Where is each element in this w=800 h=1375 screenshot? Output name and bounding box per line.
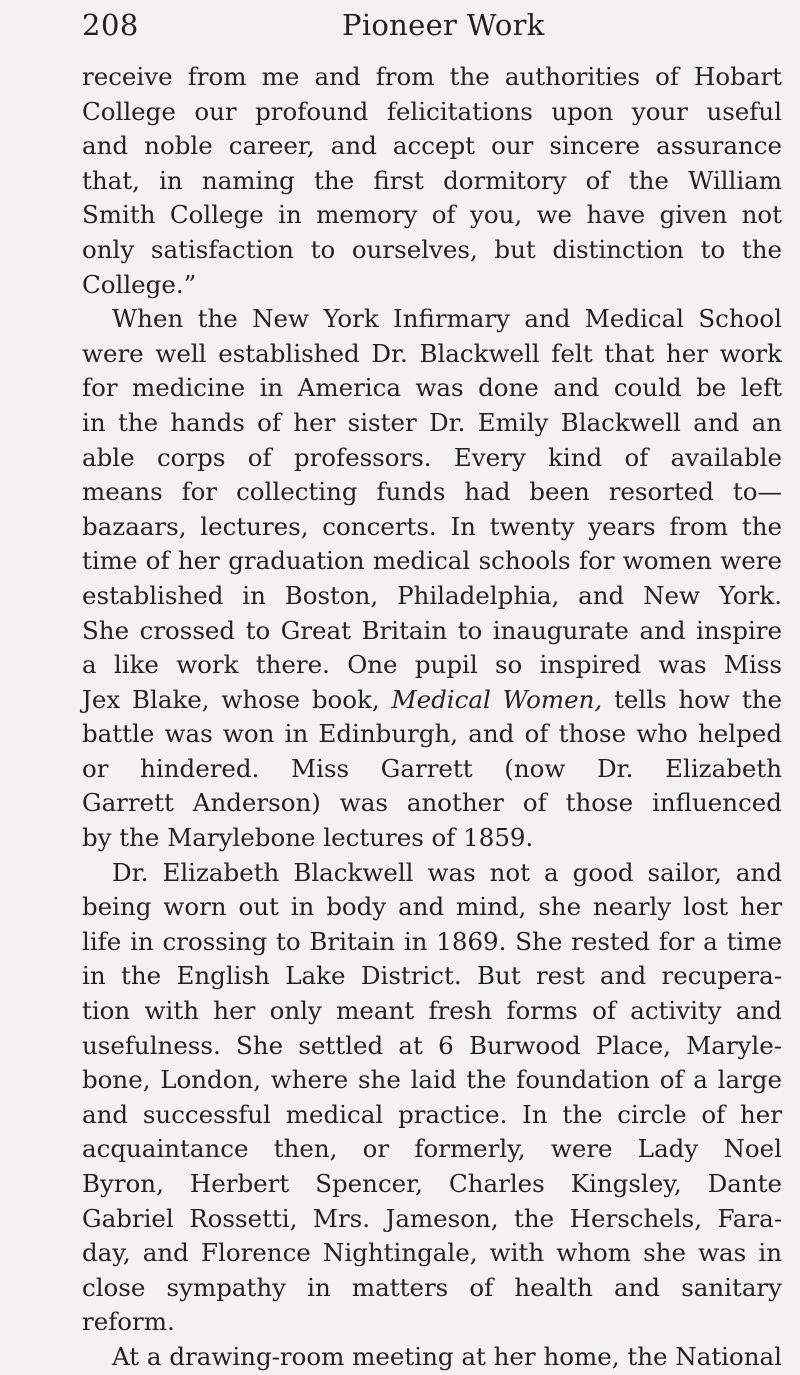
text-line: able corps of professors. Every kind of available — [82, 442, 782, 472]
text-line — [82, 683, 782, 718]
text-line: receive from me and from the authorities of Hobart — [82, 62, 782, 91]
text-line: Smith College in memory of you, we have given not — [82, 200, 782, 230]
text-line: that, in naming the first dormitory of the William — [82, 165, 782, 195]
page-number: 208 — [82, 8, 139, 42]
text-line: battle was won in Edinburgh, and of those who helped — [82, 719, 782, 749]
text-line: She crossed to Great Britain to inaugurate and inspire — [82, 615, 782, 645]
text-line: a like work there. One pupil so inspired was Miss — [82, 650, 782, 680]
text-line: bazaars, lectures, concerts. In twenty years from the — [82, 511, 782, 541]
text-line: life in crossing to Britain in 1869. She rested for a time — [82, 926, 782, 956]
text-line: College.” — [82, 269, 197, 299]
text-line: or hindered. Miss Garrett (now Dr. Elizabeth — [82, 753, 782, 783]
text-line: Dr. Elizabeth Blackwell was not a good sailor, and — [112, 857, 782, 887]
text-line: day, and Florence Nightingale, with whom she was in — [82, 1238, 782, 1268]
text-line: by the Marylebone lectures of 1859. — [82, 823, 534, 853]
text-line: in the English Lake District. But rest and recupera- — [82, 961, 782, 991]
text-line: established in Boston, Philadelphia, and New York. — [82, 580, 782, 610]
text-line: Gabriel Rossetti, Mrs. Jameson, the Herschels, Fara- — [82, 1203, 782, 1233]
text-line: close sympathy in matters of health and sanitary — [82, 1272, 782, 1302]
text-line: and successful medical practice. In the circle of her — [82, 1099, 782, 1129]
text-line: being worn out in body and mind, she nearly lost her — [82, 892, 782, 922]
text-segment: tells how the — [602, 684, 783, 714]
body-text — [82, 60, 782, 1375]
text-line: for medicine in America was done and could be left — [82, 373, 782, 403]
text-line: usefulness. She settled at 6 Burwood Place, Maryle- — [82, 1030, 782, 1060]
text-line: in the hands of her sister Dr. Emily Blackwell and an — [82, 407, 782, 437]
text-line: means for collecting funds had been resorted to— — [82, 477, 782, 507]
text-line: bone, London, where she laid the foundation of a large — [82, 1065, 782, 1095]
book-title: Medical Women, — [391, 684, 603, 714]
text-line: acquaintance then, or formerly, were Lady Noel — [82, 1134, 782, 1164]
text-line: College our profound felicitations upon your useful — [82, 96, 782, 126]
text-line: were well established Dr. Blackwell felt that her work — [82, 338, 782, 368]
running-title: Pioneer Work — [342, 8, 545, 42]
text-line: only satisfaction to ourselves, but distinction to the — [82, 234, 782, 264]
text-line: Byron, Herbert Spencer, Charles Kingsley, Dante — [82, 1169, 782, 1198]
text-line: At a drawing-room meeting at her home, the National — [112, 1341, 782, 1371]
text-line: When the New York Infirmary and Medical School — [112, 304, 782, 334]
text-line: tion with her only meant fresh forms of activity and — [82, 996, 782, 1026]
text-line: and noble career, and accept our sincere assurance — [82, 131, 782, 161]
text-line: Garrett Anderson) was another of those influenced — [82, 788, 782, 818]
text-segment: Jex Blake, whose book, — [82, 684, 392, 714]
page-header — [82, 8, 772, 52]
text-line: time of her graduation medical schools for women were — [82, 546, 782, 576]
text-line: reform. — [82, 1307, 175, 1337]
